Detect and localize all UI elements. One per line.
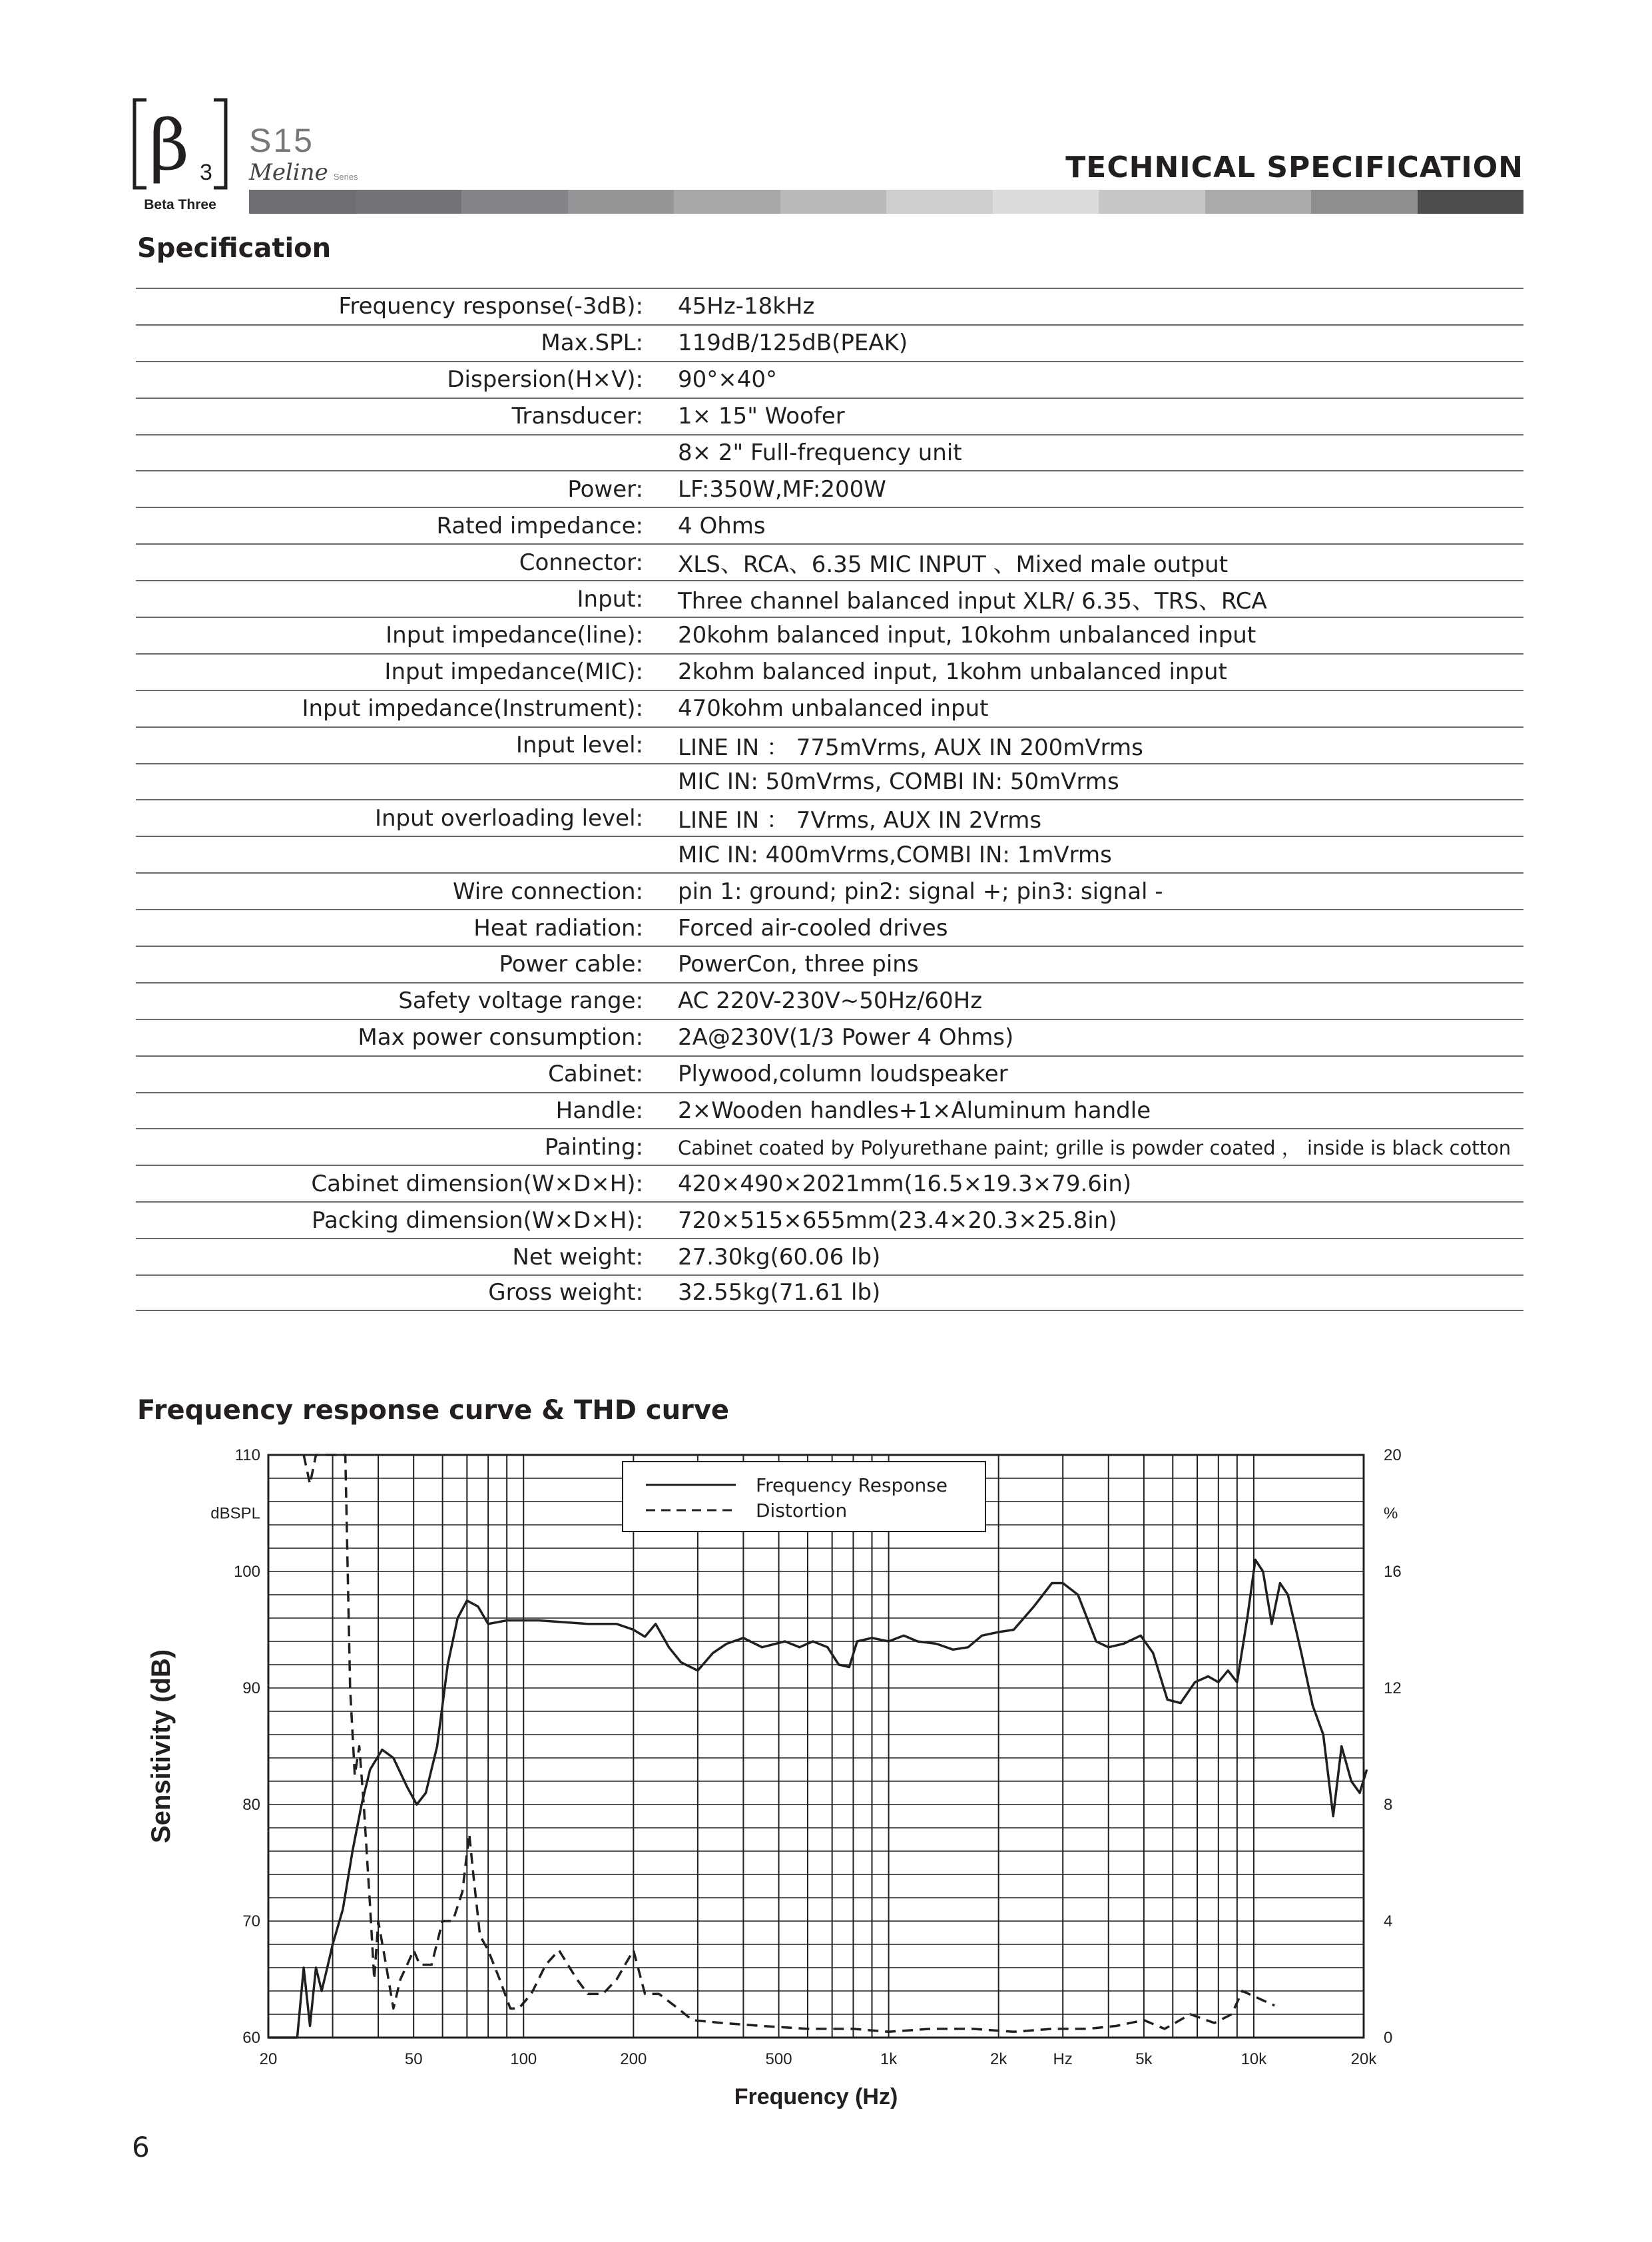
spec-label: Dispersion(H×V):	[447, 366, 643, 394]
spec-row	[136, 434, 1523, 471]
plot-frame	[268, 1455, 1364, 2038]
band-segment	[1099, 190, 1205, 214]
spec-value: 8× 2" Full-frequency unit	[678, 439, 962, 466]
spec-value: 4 Ohms	[678, 512, 766, 539]
x-tick-label: 20	[259, 2050, 278, 2068]
spec-value: Three channel balanced input XLR/ 6.35、TRS、RCA	[678, 588, 1267, 615]
x-tick-label: 20k	[1350, 2050, 1377, 2068]
spec-value: 1× 15" Woofer	[678, 403, 845, 430]
spec-row	[136, 1165, 1523, 1201]
spec-row	[136, 507, 1523, 543]
band-segment	[780, 190, 887, 214]
y2-unit-label: %	[1384, 1504, 1398, 1523]
spec-value: AC 220V-230V~50Hz/60Hz	[678, 987, 983, 1015]
spec-label: Cabinet dimension(W×D×H):	[311, 1170, 643, 1197]
spec-row	[136, 872, 1523, 909]
spec-label: Rated impedance:	[436, 512, 643, 539]
series-title: Meline	[249, 159, 328, 186]
spec-value: MIC IN: 400mVrms,COMBI IN: 1mVrms	[678, 841, 1112, 868]
spec-value: Cabinet coated by Polyurethane paint; grille is powder coated ， inside is black cotton	[678, 1137, 1512, 1160]
x-tick-label: 100	[510, 2050, 537, 2068]
spec-value: LINE IN ： 7Vrms, AUX IN 2Vrms	[678, 807, 1042, 834]
spec-row	[136, 1019, 1523, 1055]
spec-label: Input overloading level:	[374, 804, 643, 832]
y-axis-title: Sensitivity (dB)	[146, 1649, 176, 1844]
spec-row	[136, 398, 1523, 434]
spec-value: 119dB/125dB(PEAK)	[678, 330, 908, 357]
spec-label: Input impedance(MIC):	[384, 659, 643, 686]
x-axis-title: Frequency (Hz)	[734, 2084, 898, 2109]
series-name	[249, 161, 358, 184]
y2-tick-label: 8	[1384, 1796, 1393, 1814]
frequency-response-chart	[0, 1432, 1652, 2131]
spec-label: Input:	[577, 585, 643, 613]
beta-three-logo	[132, 97, 228, 190]
spec-label: Cabinet:	[548, 1061, 643, 1088]
spec-label: Net weight:	[512, 1243, 643, 1270]
spec-label: Max.SPL:	[541, 330, 643, 357]
spec-row	[136, 726, 1523, 763]
spec-label: Connector:	[519, 549, 643, 576]
spec-value: 420×490×2021mm(16.5×19.3×79.6in)	[678, 1170, 1132, 1197]
x-tick-label: 50	[404, 2050, 423, 2068]
y2-tick-label: 16	[1384, 1563, 1402, 1581]
y2-tick-label: 12	[1384, 1679, 1402, 1697]
legend-label: Distortion	[756, 1500, 848, 1522]
spec-label: Wire connection:	[452, 878, 643, 905]
y2-tick-label: 0	[1384, 2029, 1393, 2047]
spec-label: Packing dimension(W×D×H):	[311, 1207, 643, 1234]
spec-row	[136, 580, 1523, 617]
document-title: TECHNICAL SPECIFICATION	[1065, 150, 1523, 184]
y-tick-label: 110	[234, 1446, 260, 1464]
spec-value: Forced air-cooled drives	[678, 914, 948, 942]
x-tick-label: 10k	[1240, 2050, 1267, 2068]
spec-value: 32.55kg(71.61 lb)	[678, 1279, 881, 1306]
spec-row	[136, 909, 1523, 946]
band-segment	[1311, 190, 1418, 214]
chart-heading: Frequency response curve & THD curve	[137, 1395, 730, 1426]
spec-row	[136, 982, 1523, 1019]
spec-value: 2kohm balanced input, 1kohm unbalanced input	[678, 659, 1227, 686]
y2-tick-label: 20	[1384, 1446, 1402, 1464]
y-tick-label: 100	[233, 1563, 260, 1581]
specification-heading: Specification	[137, 233, 332, 264]
x-tick-label: 1k	[880, 2050, 898, 2068]
brand-name: Beta Three	[144, 197, 216, 212]
spec-row	[136, 946, 1523, 982]
distortion-curve	[304, 1455, 1274, 2032]
spec-value: LINE IN ： 775mVrms, AUX IN 200mVrms	[678, 734, 1143, 761]
legend-label: Frequency Response	[756, 1474, 948, 1496]
x-tick-label: Hz	[1053, 2050, 1073, 2068]
spec-row	[136, 799, 1523, 836]
band-segment	[461, 190, 568, 214]
page-number: 6	[132, 2131, 150, 2163]
spec-label: Max power consumption:	[358, 1024, 643, 1051]
spec-value: 27.30kg(60.06 lb)	[678, 1243, 881, 1270]
x-tick-label: 2k	[989, 2050, 1007, 2068]
spec-row	[136, 1055, 1523, 1092]
spec-row	[136, 763, 1523, 800]
svg-text:3: 3	[200, 160, 212, 185]
specification-table	[136, 288, 1523, 1311]
y-tick-label: 60	[242, 2029, 260, 2047]
spec-row	[136, 361, 1523, 398]
band-segment	[249, 190, 356, 214]
spec-label: Transducer:	[511, 403, 643, 430]
x-tick-label: 500	[765, 2050, 792, 2068]
spec-value: 90°×40°	[678, 366, 778, 394]
spec-value: 2A@230V(1/3 Power 4 Ohms)	[678, 1024, 1014, 1051]
spec-label: Input level:	[515, 732, 643, 759]
spec-label: Input impedance(line):	[386, 622, 643, 649]
band-segment	[886, 190, 993, 214]
frequency-response-curve	[268, 1560, 1367, 2038]
spec-value: 2×Wooden handles+1×Aluminum handle	[678, 1097, 1151, 1125]
spec-row	[136, 470, 1523, 507]
y-tick-label: 80	[242, 1796, 260, 1814]
spec-row	[136, 288, 1523, 324]
spec-row	[136, 1274, 1523, 1311]
y-tick-label: 90	[242, 1679, 260, 1697]
spec-value: 20kohm balanced input, 10kohm unbalanced input	[678, 622, 1256, 649]
x-tick-label: 5k	[1135, 2050, 1153, 2068]
spec-value: 45Hz-18kHz	[678, 293, 815, 320]
header-color-band	[249, 190, 1523, 214]
spec-label: Safety voltage range:	[398, 987, 643, 1015]
spec-row	[136, 1238, 1523, 1274]
spec-value: MIC IN: 50mVrms, COMBI IN: 50mVrms	[678, 768, 1119, 796]
spec-row	[136, 1128, 1523, 1165]
spec-label: Power:	[567, 475, 643, 503]
y-unit-label: dBSPL	[210, 1504, 260, 1523]
spec-row	[136, 690, 1523, 726]
spec-label: Painting:	[544, 1133, 643, 1161]
spec-label: Gross weight:	[488, 1279, 643, 1306]
series-suffix: Series	[333, 172, 358, 182]
spec-value: PowerCon, three pins	[678, 951, 919, 978]
spec-label: Handle:	[555, 1097, 643, 1125]
band-segment	[993, 190, 1099, 214]
spec-row	[136, 653, 1523, 690]
spec-value: Plywood,column loudspeaker	[678, 1061, 1008, 1088]
spec-label: Frequency response(-3dB):	[338, 293, 643, 320]
model-name: S15	[249, 122, 314, 159]
y2-tick-label: 4	[1384, 1912, 1393, 1930]
spec-row	[136, 836, 1523, 872]
band-segment	[568, 190, 675, 214]
spec-row	[136, 617, 1523, 653]
spec-row	[136, 324, 1523, 361]
spec-label: Heat radiation:	[473, 914, 643, 942]
spec-row	[136, 1201, 1523, 1238]
spec-row	[136, 1092, 1523, 1129]
spec-value: 720×515×655mm(23.4×20.3×25.8in)	[678, 1207, 1117, 1234]
band-segment	[356, 190, 462, 214]
spec-label: Power cable:	[499, 951, 643, 978]
spec-value: 470kohm unbalanced input	[678, 695, 989, 722]
spec-value: LF:350W,MF:200W	[678, 475, 886, 503]
y-tick-label: 70	[242, 1912, 260, 1930]
x-tick-label: 200	[620, 2050, 647, 2068]
spec-value: XLS、RCA、6.35 MIC INPUT 、Mixed male output	[678, 551, 1229, 579]
spec-value: pin 1: ground; pin2: signal +; pin3: signal -	[678, 878, 1163, 905]
band-segment	[1205, 190, 1312, 214]
band-segment	[674, 190, 780, 214]
spec-label: Input impedance(Instrument):	[302, 695, 643, 722]
spec-row	[136, 543, 1523, 580]
svg-text:β: β	[149, 105, 190, 186]
band-segment	[1418, 190, 1524, 214]
